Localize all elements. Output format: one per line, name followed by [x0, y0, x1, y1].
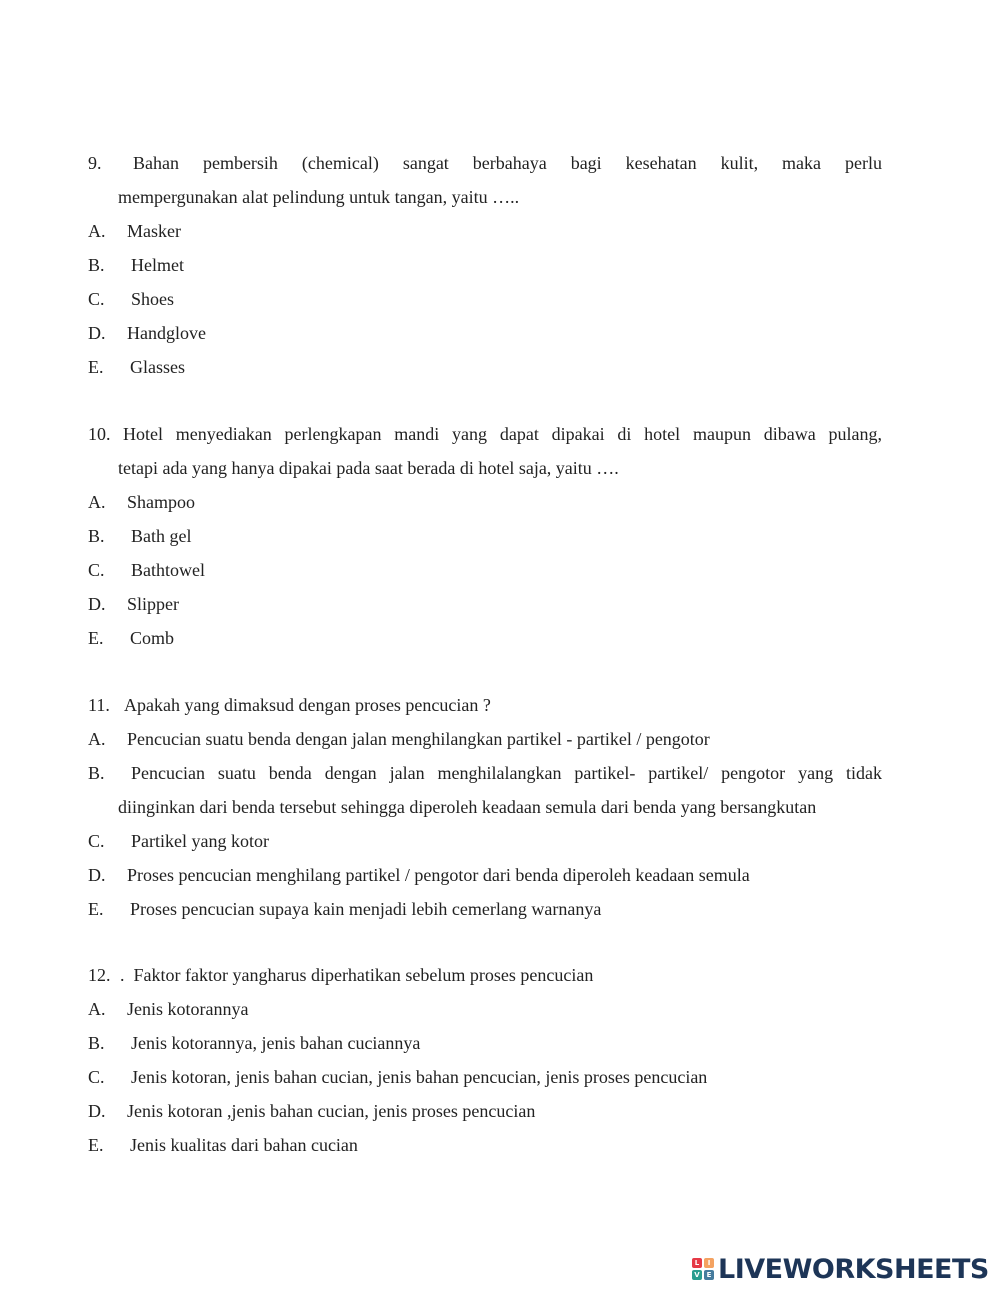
option-letter: C.	[88, 831, 105, 851]
option-letter: D.	[88, 594, 106, 614]
question-9	[88, 146, 882, 384]
option-text: Slipper	[127, 594, 179, 614]
option-letter: A.	[88, 221, 106, 241]
option-letter: D.	[88, 1101, 106, 1121]
answer-option-b[interactable]	[88, 756, 882, 824]
option-text: Pencucian suatu benda dengan jalan menghilalangkan partikel- partikel/ pengotor yang tidak	[131, 763, 882, 783]
question-10	[88, 417, 882, 655]
option-letter: A.	[88, 999, 106, 1019]
answer-option-d[interactable]	[88, 858, 882, 892]
option-text: Partikel yang kotor	[131, 831, 269, 851]
answer-option-a[interactable]	[88, 214, 882, 248]
option-text: Shampoo	[127, 492, 196, 512]
option-letter: C.	[88, 560, 105, 580]
option-text: Jenis kotorannya	[127, 999, 249, 1019]
option-letter: B.	[88, 763, 105, 783]
option-letter: A.	[88, 492, 106, 512]
answer-option-d[interactable]	[88, 316, 882, 350]
option-letter: E.	[88, 357, 104, 377]
answer-option-e[interactable]	[88, 1128, 882, 1162]
option-text: Proses pencucian menghilang partikel / pengotor dari benda diperoleh keadaan semula	[127, 865, 750, 885]
option-text: Shoes	[131, 289, 175, 309]
answer-option-e[interactable]	[88, 892, 882, 926]
logo-text: LIVEWORKSHEETS	[718, 1253, 989, 1285]
answer-option-b[interactable]	[88, 1026, 882, 1060]
option-text: Comb	[130, 628, 175, 648]
answer-option-d[interactable]	[88, 1094, 882, 1128]
option-letter: D.	[88, 323, 106, 343]
question-stem	[88, 146, 882, 214]
question-stem-line: Apakah yang dimaksud dengan proses pencucian ?	[124, 695, 491, 715]
question-number: 9.	[88, 153, 102, 173]
question-stem-line: mempergunakan alat pelindung untuk tangan, yaitu …..	[118, 187, 520, 207]
answer-option-c[interactable]	[88, 553, 882, 587]
answer-option-c[interactable]	[88, 1060, 882, 1094]
option-letter: C.	[88, 1067, 105, 1087]
option-letter: E.	[88, 1135, 104, 1155]
logo-mark-icon	[692, 1258, 714, 1280]
logo-mark-letter: I	[704, 1258, 714, 1268]
question-stem	[88, 958, 882, 992]
question-11	[88, 688, 882, 926]
option-text: Jenis kotoran ,jenis bahan cucian, jenis proses pencucian	[127, 1101, 536, 1121]
answer-option-a[interactable]	[88, 485, 882, 519]
answer-option-b[interactable]	[88, 248, 882, 282]
answer-option-c[interactable]	[88, 282, 882, 316]
answer-option-d[interactable]	[88, 587, 882, 621]
logo-mark-letter: V	[692, 1270, 702, 1280]
liveworksheets-logo	[692, 1252, 989, 1286]
logo-mark-letter: L	[692, 1258, 702, 1268]
option-letter: B.	[88, 526, 105, 546]
option-text: Pencucian suatu benda dengan jalan menghilangkan partikel - partikel / pengotor	[127, 729, 710, 749]
option-text: Helmet	[131, 255, 184, 275]
answer-option-a[interactable]	[88, 722, 882, 756]
answer-option-c[interactable]	[88, 824, 882, 858]
option-letter: A.	[88, 729, 106, 749]
option-text: Handglove	[127, 323, 206, 343]
option-text: Jenis kualitas dari bahan cucian	[130, 1135, 358, 1155]
logo-mark-letter: E	[704, 1270, 714, 1280]
answer-option-a[interactable]	[88, 992, 882, 1026]
option-text: Proses pencucian supaya kain menjadi lebih cemerlang warnanya	[130, 899, 602, 919]
question-stem	[88, 417, 882, 485]
answer-option-b[interactable]	[88, 519, 882, 553]
option-text: Masker	[127, 221, 181, 241]
option-text: Glasses	[130, 357, 185, 377]
option-letter: C.	[88, 289, 105, 309]
question-stem	[88, 688, 882, 722]
option-text: Bath gel	[131, 526, 192, 546]
option-letter: B.	[88, 1033, 105, 1053]
question-number: 10.	[88, 424, 111, 444]
question-number: 11.	[88, 695, 110, 715]
answer-option-e[interactable]	[88, 621, 882, 655]
option-letter: E.	[88, 628, 104, 648]
answer-option-e[interactable]	[88, 350, 882, 384]
question-stem-line: Hotel menyediakan perlengkapan mandi yang dapat dipakai di hotel maupun dibawa pulang,	[123, 424, 882, 444]
option-text-continued: diinginkan dari benda tersebut sehingga diperoleh keadaan semula dari benda yang bersangkutan	[118, 797, 817, 817]
question-number: 12.	[88, 965, 111, 985]
question-12	[88, 958, 882, 1162]
question-stem-line: tetapi ada yang hanya dipakai pada saat berada di hotel saja, yaitu ….	[118, 458, 619, 478]
option-letter: D.	[88, 865, 106, 885]
option-text: Jenis kotoran, jenis bahan cucian, jenis bahan pencucian, jenis proses pencucian	[131, 1067, 708, 1087]
option-letter: B.	[88, 255, 105, 275]
question-stem-line: Bahan pembersih (chemical) sangat berbahaya bagi kesehatan kulit, maka perlu	[133, 153, 882, 173]
option-letter: E.	[88, 899, 104, 919]
option-text: Bathtowel	[131, 560, 205, 580]
question-stem-line: . Faktor faktor yangharus diperhatikan sebelum proses pencucian	[120, 965, 594, 985]
option-text: Jenis kotorannya, jenis bahan cuciannya	[131, 1033, 421, 1053]
